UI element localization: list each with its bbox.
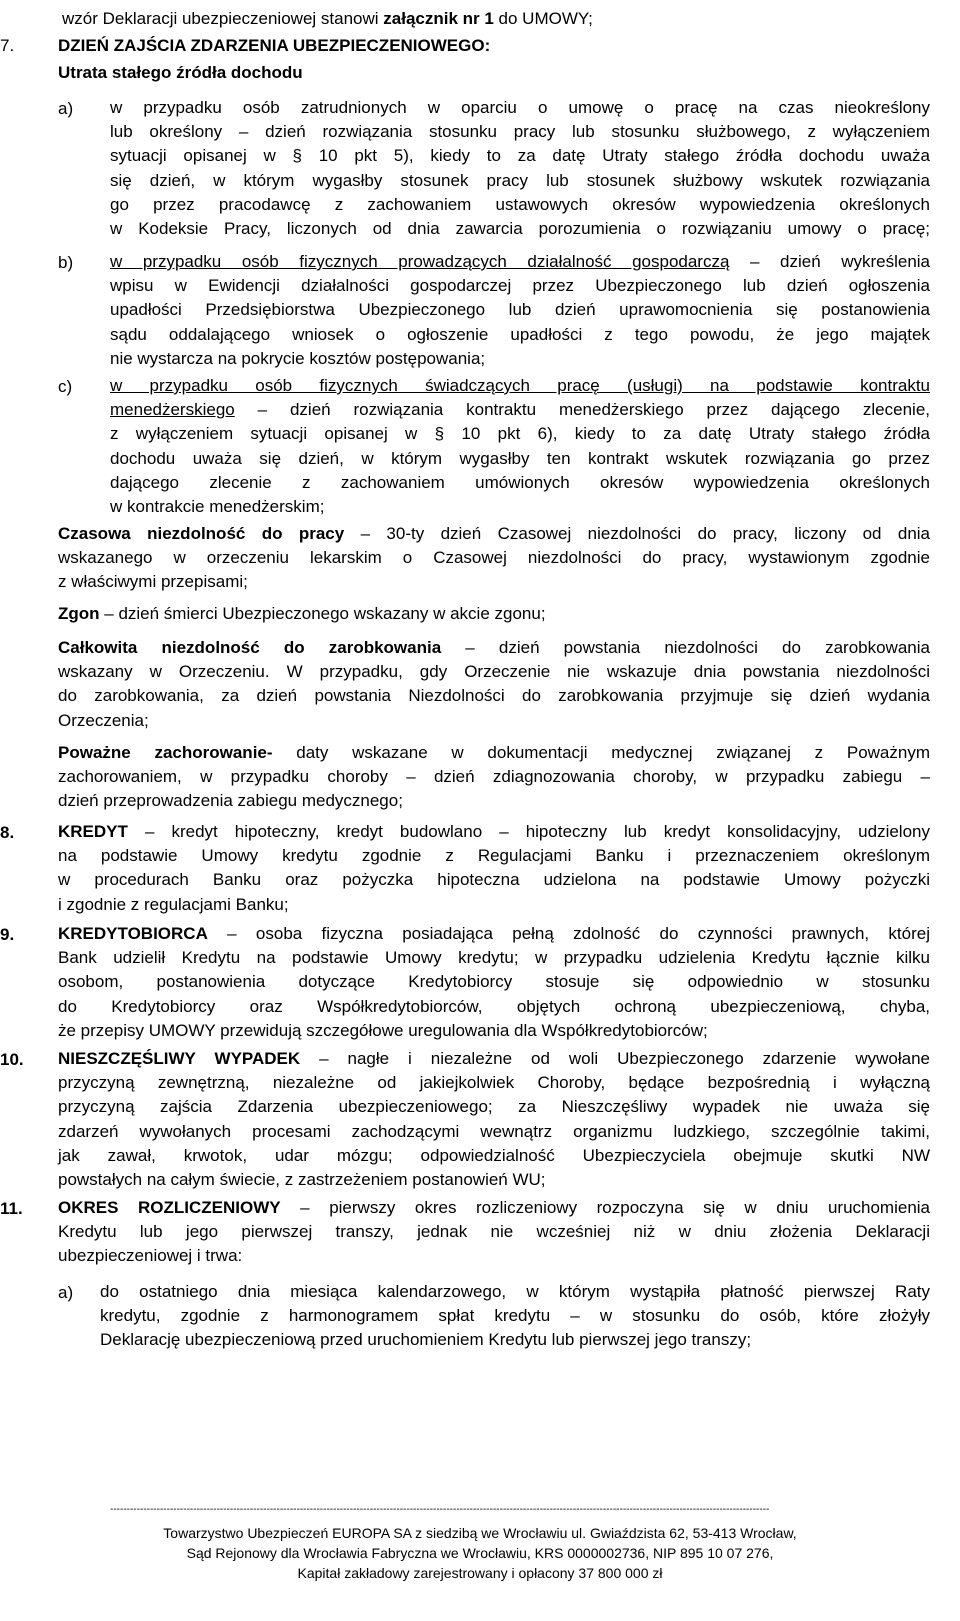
calkowita-line: do zarobkowania, za dzień powstania Niezdolności do zarobkowania przyjmuje się dzień wydania (58, 686, 930, 706)
item-11a-line: kredytu, zgodnie z harmonogramem spłat kredytu – w stosunku do osób, które złożyły (100, 1306, 930, 1326)
item-c-line: dochodu uważa się dzień, w którym wygasłby ten kontrakt wskutek rozwiązania go przez (110, 448, 930, 468)
czasowa-line: wskazanego w orzeczeniu lekarskim o Czasowej niezdolności do pracy, wystawionym zgodnie (58, 548, 930, 568)
zgon-text: – dzień śmierci Ubezpieczonego wskazany w akcie zgonu; (99, 604, 546, 623)
footer-line: Kapitał zakładowy zarejestrowany i opłacony 37 800 000 zł (297, 1565, 663, 1581)
item-b-label: b) (58, 253, 74, 272)
czasowa-term: Czasowa niezdolność do pracy (58, 524, 345, 543)
section-8-paragraph (58, 820, 930, 917)
section-10-term: NIESZCZĘŚLIWY WYPADEK (58, 1049, 301, 1068)
powazne-line: zachorowaniem, w przypadku choroby – dzień zdiagnozowania choroby, w przypadku zabiegu – (58, 767, 930, 787)
section-11-line: Kredytu lub jego pierwszej transzy, jednak nie wcześniej niż w dniu złożenia Deklaracji (58, 1222, 930, 1242)
footer-line: Sąd Rejonowy dla Wrocławia Fabryczna we Wrocławiu, KRS 0000002736, NIP 895 10 07 276, (186, 1545, 774, 1561)
section-10-line: – nagłe i niezależne od woli Ubezpieczonego zdarzenie wywołane (300, 1049, 930, 1068)
czasowa-paragraph (58, 522, 930, 595)
item-c-label: c) (58, 377, 73, 396)
powazne-line: dzień przeprowadzenia zabiegu medycznego; (58, 791, 403, 811)
section-9-line: osobom, postanowienia dotyczące Kredytobiorcy stosuje się odpowiednio w stosunku (58, 972, 930, 992)
section-11-line: ubezpieczeniowej i trwa: (58, 1246, 243, 1266)
footer-block-1 (0, 1523, 960, 1583)
footer-line: Towarzystwo Ubezpieczeń EUROPA SA z siedzibą we Wrocławiu ul. Gwiaździsta 62, 53-413 Wrocław, (163, 1525, 797, 1541)
calkowita-line: – dzień powstania niezdolności do zarobkowania (441, 638, 930, 657)
item-c-line: z wyłączeniem sytuacji opisanej w § 10 pkt 6), kiedy to za datę Utraty stałego źródła (110, 424, 930, 444)
section-10-line: przyczyną zewnętrzną, niezależne od jakiejkolwiek Choroby, będące bezpośrednią i wyłączną (58, 1073, 930, 1093)
section-8-term: KREDYT (58, 822, 128, 841)
item-c-lead: menedżerskiego (110, 400, 235, 420)
item-11a-line: do ostatniego dnia miesiąca kalendarzowego, w którym wystąpiła płatność pierwszej Raty (100, 1282, 930, 1301)
item-c-lead: w przypadku osób fizycznych świadczących pracę (usługi) na podstawie kontraktu (110, 376, 930, 395)
section-10-line: jak zawał, krwotok, udar mózgu; odpowiedzialność Ubezpieczyciela obejmuje skutki NW (58, 1145, 930, 1165)
section-8-number: 8. (0, 823, 15, 842)
section-8-line: – kredyt hipoteczny, kredyt budowlano – hipoteczny lub kredyt konsolidacyjny, udzielony (127, 822, 930, 841)
section-10-number: 10. (0, 1050, 24, 1069)
section-11-term: OKRES ROZLICZENIOWY (58, 1198, 281, 1217)
intro-text: wzór Deklaracji ubezpieczeniowej stanowi (62, 9, 384, 28)
calkowita-term: Całkowita niezdolność do zarobkowania (58, 638, 442, 657)
item-c-line: – dzień rozwiązania kontraktu menedżerskiego przez dającego zlecenie, (234, 400, 930, 420)
powazne-line: daty wskazane w dokumentacji medycznej związanej z Poważnym (272, 743, 930, 762)
item-a-label: a) (58, 99, 74, 118)
section-9-line: – osoba fizyczna posiadająca pełną zdolność do czynności prawnych, której (207, 924, 930, 943)
zgon-paragraph (58, 602, 930, 626)
item-c-paragraph (110, 374, 930, 519)
item-a-line: go przez pracodawcę z zachowaniem ustawowych okresów wypowiedzenia określonych (110, 194, 930, 214)
item-b-line: sądu oddalającego wniosek o ogłoszenie upadłości z tego powodu, że jego majątek (110, 324, 930, 344)
section-10-paragraph (58, 1047, 930, 1192)
item-a-paragraph (110, 96, 930, 241)
item-b-paragraph (110, 250, 930, 371)
section-10-line: zdarzeń wywołanych procesami zachodzącymi wewnątrz organizmu ludzkiego, szczególnie takimi, (58, 1121, 930, 1141)
item-a-line: w przypadku osób zatrudnionych w oparciu o umowę o pracę na czas nieokreślony (110, 98, 930, 117)
czasowa-line: z właściwymi przepisami; (58, 572, 248, 592)
section-11-line: – pierwszy okres rozliczeniowy rozpoczyna się w dniu uruchomienia (280, 1198, 931, 1217)
section-7-number: 7. (0, 36, 15, 55)
intro-bold: załącznik nr 1 (383, 9, 494, 28)
item-11a-line: Deklarację ubezpieczeniową przed uruchomieniem Kredytu lub pierwszej jego transzy; (100, 1330, 752, 1350)
footer-separator: ------------------------------------------------------------------------------------------------------------------------------------------------------------------------------------------------------ (110, 1505, 770, 1515)
item-b-line: wpisu w Ewidencji działalności gospodarczej przez Ubezpieczonego lub dzień ogłoszenia (110, 276, 930, 296)
section-10-line: przyczyną zajścia Zdarzenia ubezpieczeniowego; za Nieszczęśliwy wypadek nie uważa się (58, 1097, 930, 1117)
item-a-line: sytuacji opisanej w § 10 pkt 5), kiedy to za datę Utraty stałego źródła dochodu uważa (110, 146, 930, 166)
section-9-line: Bank udzielił Kredytu na podstawie Umowy kredytu; w przypadku udzielenia Kredytu łącznie kilku (58, 948, 930, 968)
section-11-number: 11. (0, 1199, 23, 1218)
calkowita-paragraph (58, 636, 930, 733)
item-b-lead: w przypadku osób fizycznych prowadzących działalność gospodarczą (110, 252, 730, 271)
zgon-term: Zgon (58, 604, 100, 623)
intro-line (62, 8, 593, 30)
section-11-paragraph (58, 1196, 930, 1269)
item-b-line: nie wystarcza na pokrycie kosztów postępowania; (110, 348, 486, 368)
section-9-number: 9. (0, 925, 15, 944)
section-7-subtitle: Utrata stałego źródła dochodu (58, 63, 303, 82)
intro-text-after: do UMOWY; (493, 9, 593, 28)
item-b-line: – dzień wykreślenia (729, 252, 931, 271)
section-8-line: na podstawie Umowy kredytu zgodnie z Regulacjami Banku i przeznaczeniem określonym (58, 846, 930, 866)
calkowita-line: wskazany w Orzeczeniu. W przypadku, gdy Orzeczenie nie wskazuje dnia powstania niezdolności (58, 662, 930, 682)
item-11a-label: a) (58, 1283, 74, 1302)
czasowa-line: – 30-ty dzień Czasowej niezdolności do pracy, liczony od dnia (344, 524, 930, 543)
item-a-line: w Kodeksie Pracy, liczonych od dnia zawarcia porozumienia o rozwiązaniu umowy o pracę; (110, 219, 930, 239)
section-9-term: KREDYTOBIORCA (58, 924, 208, 943)
powazne-paragraph (58, 741, 930, 814)
item-a-line: lub określony – dzień rozwiązania stosunku pracy lub stosunku służbowego, z wyłączeniem (110, 122, 930, 142)
item-c-line: dającego zlecenie z zachowaniem umówionych okresów wypowiedzenia określonych (110, 472, 930, 492)
item-c-line: w kontrakcie menedżerskim; (110, 497, 325, 517)
section-8-line: w procedurach Banku oraz pożyczka hipoteczna udzielona na podstawie Umowy pożyczki (58, 870, 930, 890)
section-7-title: DZIEŃ ZAJŚCIA ZDARZENIA UBEZPIECZENIOWEGO: (58, 36, 491, 55)
item-a-line: się dzień, w którym wygasłby stosunek pracy lub stosunek służbowy wskutek rozwiązania (110, 170, 930, 190)
section-9-paragraph (58, 922, 930, 1043)
powazne-term: Poważne zachorowanie- (58, 743, 273, 762)
item-11a-paragraph (100, 1280, 930, 1353)
section-9-line: do Kredytobiorcy oraz Współkredytobiorców, objętych ochroną ubezpieczeniową, chyba, (58, 996, 930, 1016)
section-10-line: powstałych na całym świecie, z zastrzeżeniem postanowień WU; (58, 1170, 546, 1190)
section-9-line: że przepisy UMOWY przewidują szczegółowe uregulowania dla Współkredytobiorców; (58, 1020, 708, 1040)
section-8-line: i zgodnie z regulacjami Banku; (58, 894, 289, 914)
item-b-line: upadłości Przedsiębiorstwa Ubezpieczonego lub dzień uprawomocnienia się postanowienia (110, 300, 930, 320)
calkowita-line: Orzeczenia; (58, 710, 149, 730)
